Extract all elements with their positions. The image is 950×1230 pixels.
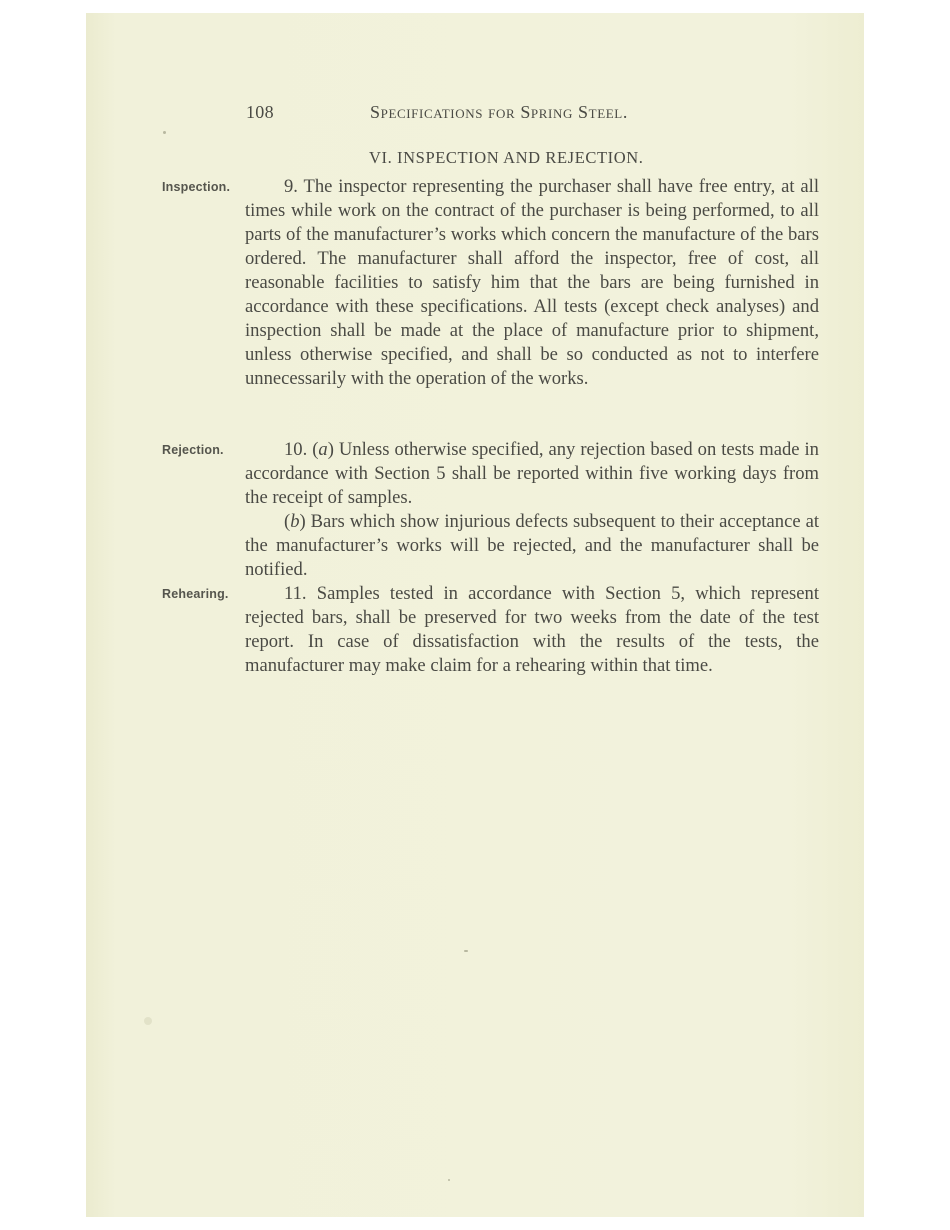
paper-speck bbox=[144, 1017, 152, 1025]
paragraph-inspection: 9. The inspector representing the purchaser shall have free entry, at all times while work on the contract of the purchaser is being performed, to all parts of the manufacturer’s works which concern the manufacture of the bars ordered. The manufacturer shall afford the inspector, free of cost, all reasonable facilities to satisfy him that the bars are being furnished in accordance with these specifications. All tests (except check analyses) and inspection shall be made at the place of manufacture prior to shipment, unless otherwise specified, and shall be so conducted as not to interfere unnecessarily with the operation of the works. bbox=[245, 176, 819, 389]
section-heading: VI. INSPECTION AND REJECTION. bbox=[369, 148, 644, 167]
rejection-a-letter: a bbox=[318, 439, 328, 460]
rejection-b-letter: b bbox=[290, 511, 300, 532]
margin-note-rehearing: Rehearing. bbox=[162, 587, 229, 601]
paper-speck bbox=[464, 950, 468, 952]
running-title: Specifications for Spring Steel. bbox=[370, 102, 628, 122]
paper-speck bbox=[163, 131, 166, 134]
page-number: 108 bbox=[246, 102, 274, 122]
rejection-a-text: ) Unless otherwise specified, any rejection based on tests made in accordance with Section 5 shall be reported within five working days from the receipt of samples. bbox=[245, 439, 819, 508]
paper-speck bbox=[448, 1179, 450, 1181]
rejection-b-prefix: ( bbox=[284, 511, 291, 532]
book-page bbox=[86, 13, 864, 1217]
running-head bbox=[86, 102, 864, 126]
paragraph-rehearing: 11. Samples tested in accordance with Section 5, which represent rejected bars, shall be preserved for two weeks from the date of the test report. In case of dissatisfaction with the results of the tests, the manufacturer may make claim for a rehearing within that time. bbox=[245, 583, 819, 676]
paragraph-rejection-a bbox=[245, 438, 819, 510]
rejection-a-prefix: 10. ( bbox=[284, 439, 319, 460]
paragraph-rejection-b bbox=[245, 510, 819, 582]
rejection-b-text: ) Bars which show injurious defects subsequent to their acceptance at the manufacturer’s works will be rejected, and the manufacturer shall be notified. bbox=[245, 511, 819, 580]
margin-note-inspection: Inspection. bbox=[162, 180, 231, 194]
margin-note-rejection: Rejection. bbox=[162, 443, 224, 457]
